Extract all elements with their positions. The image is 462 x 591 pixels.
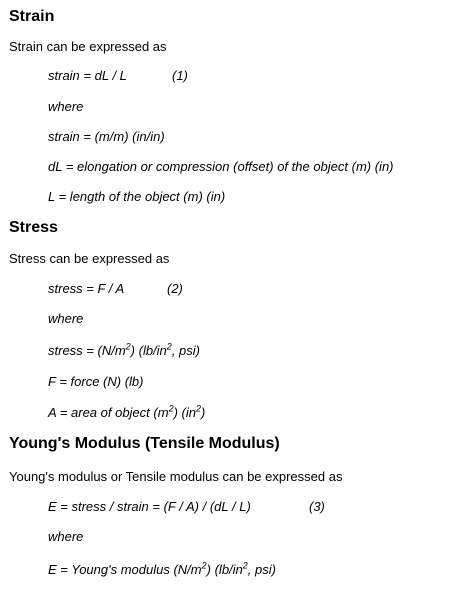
youngs-where: where xyxy=(48,529,84,544)
youngs-modulus-unit-definition: E = Young's modulus $(N/m^2)$ ($lb/in^2$, psi) xyxy=(48,560,276,577)
stress-unit-definition: stress = $(N/m^2)$ ($lb/in^2$, psi) xyxy=(48,341,200,358)
youngs-modulus-formula: E = stress / strain = (F / A) / (dL / L) xyxy=(48,499,251,514)
stress-intro: Stress can be expressed as xyxy=(9,251,170,266)
youngs-modulus-intro: Young's modulus or Tensile modulus can be expressed as xyxy=(9,469,343,484)
strain-equation-number: (1) xyxy=(172,68,188,83)
youngs-equation-number: (3) xyxy=(309,499,325,514)
elongation-definition: dL = elongation or compression (offset) of the object (m) (in) xyxy=(48,159,394,174)
youngs-modulus-heading: Young's Modulus (Tensile Modulus) xyxy=(9,435,280,452)
stress-heading: Stress xyxy=(9,219,58,236)
strain-unit-definition: strain = (m/m) (in/in) xyxy=(48,129,165,144)
strain-heading: Strain xyxy=(9,8,55,25)
area-definition: A = area of object $(m^2)$ $(in^2)$ xyxy=(48,403,206,420)
stress-equation-number: (2) xyxy=(167,281,183,296)
force-definition: F = force (N) (lb) xyxy=(48,374,144,389)
stress-formula: stress = F / A xyxy=(48,281,125,296)
strain-where: where xyxy=(48,99,84,114)
strain-intro: Strain can be expressed as xyxy=(9,39,167,54)
strain-formula: strain = dL / L xyxy=(48,68,127,83)
stress-where: where xyxy=(48,311,84,326)
length-definition: L = length of the object (m) (in) xyxy=(48,189,226,204)
